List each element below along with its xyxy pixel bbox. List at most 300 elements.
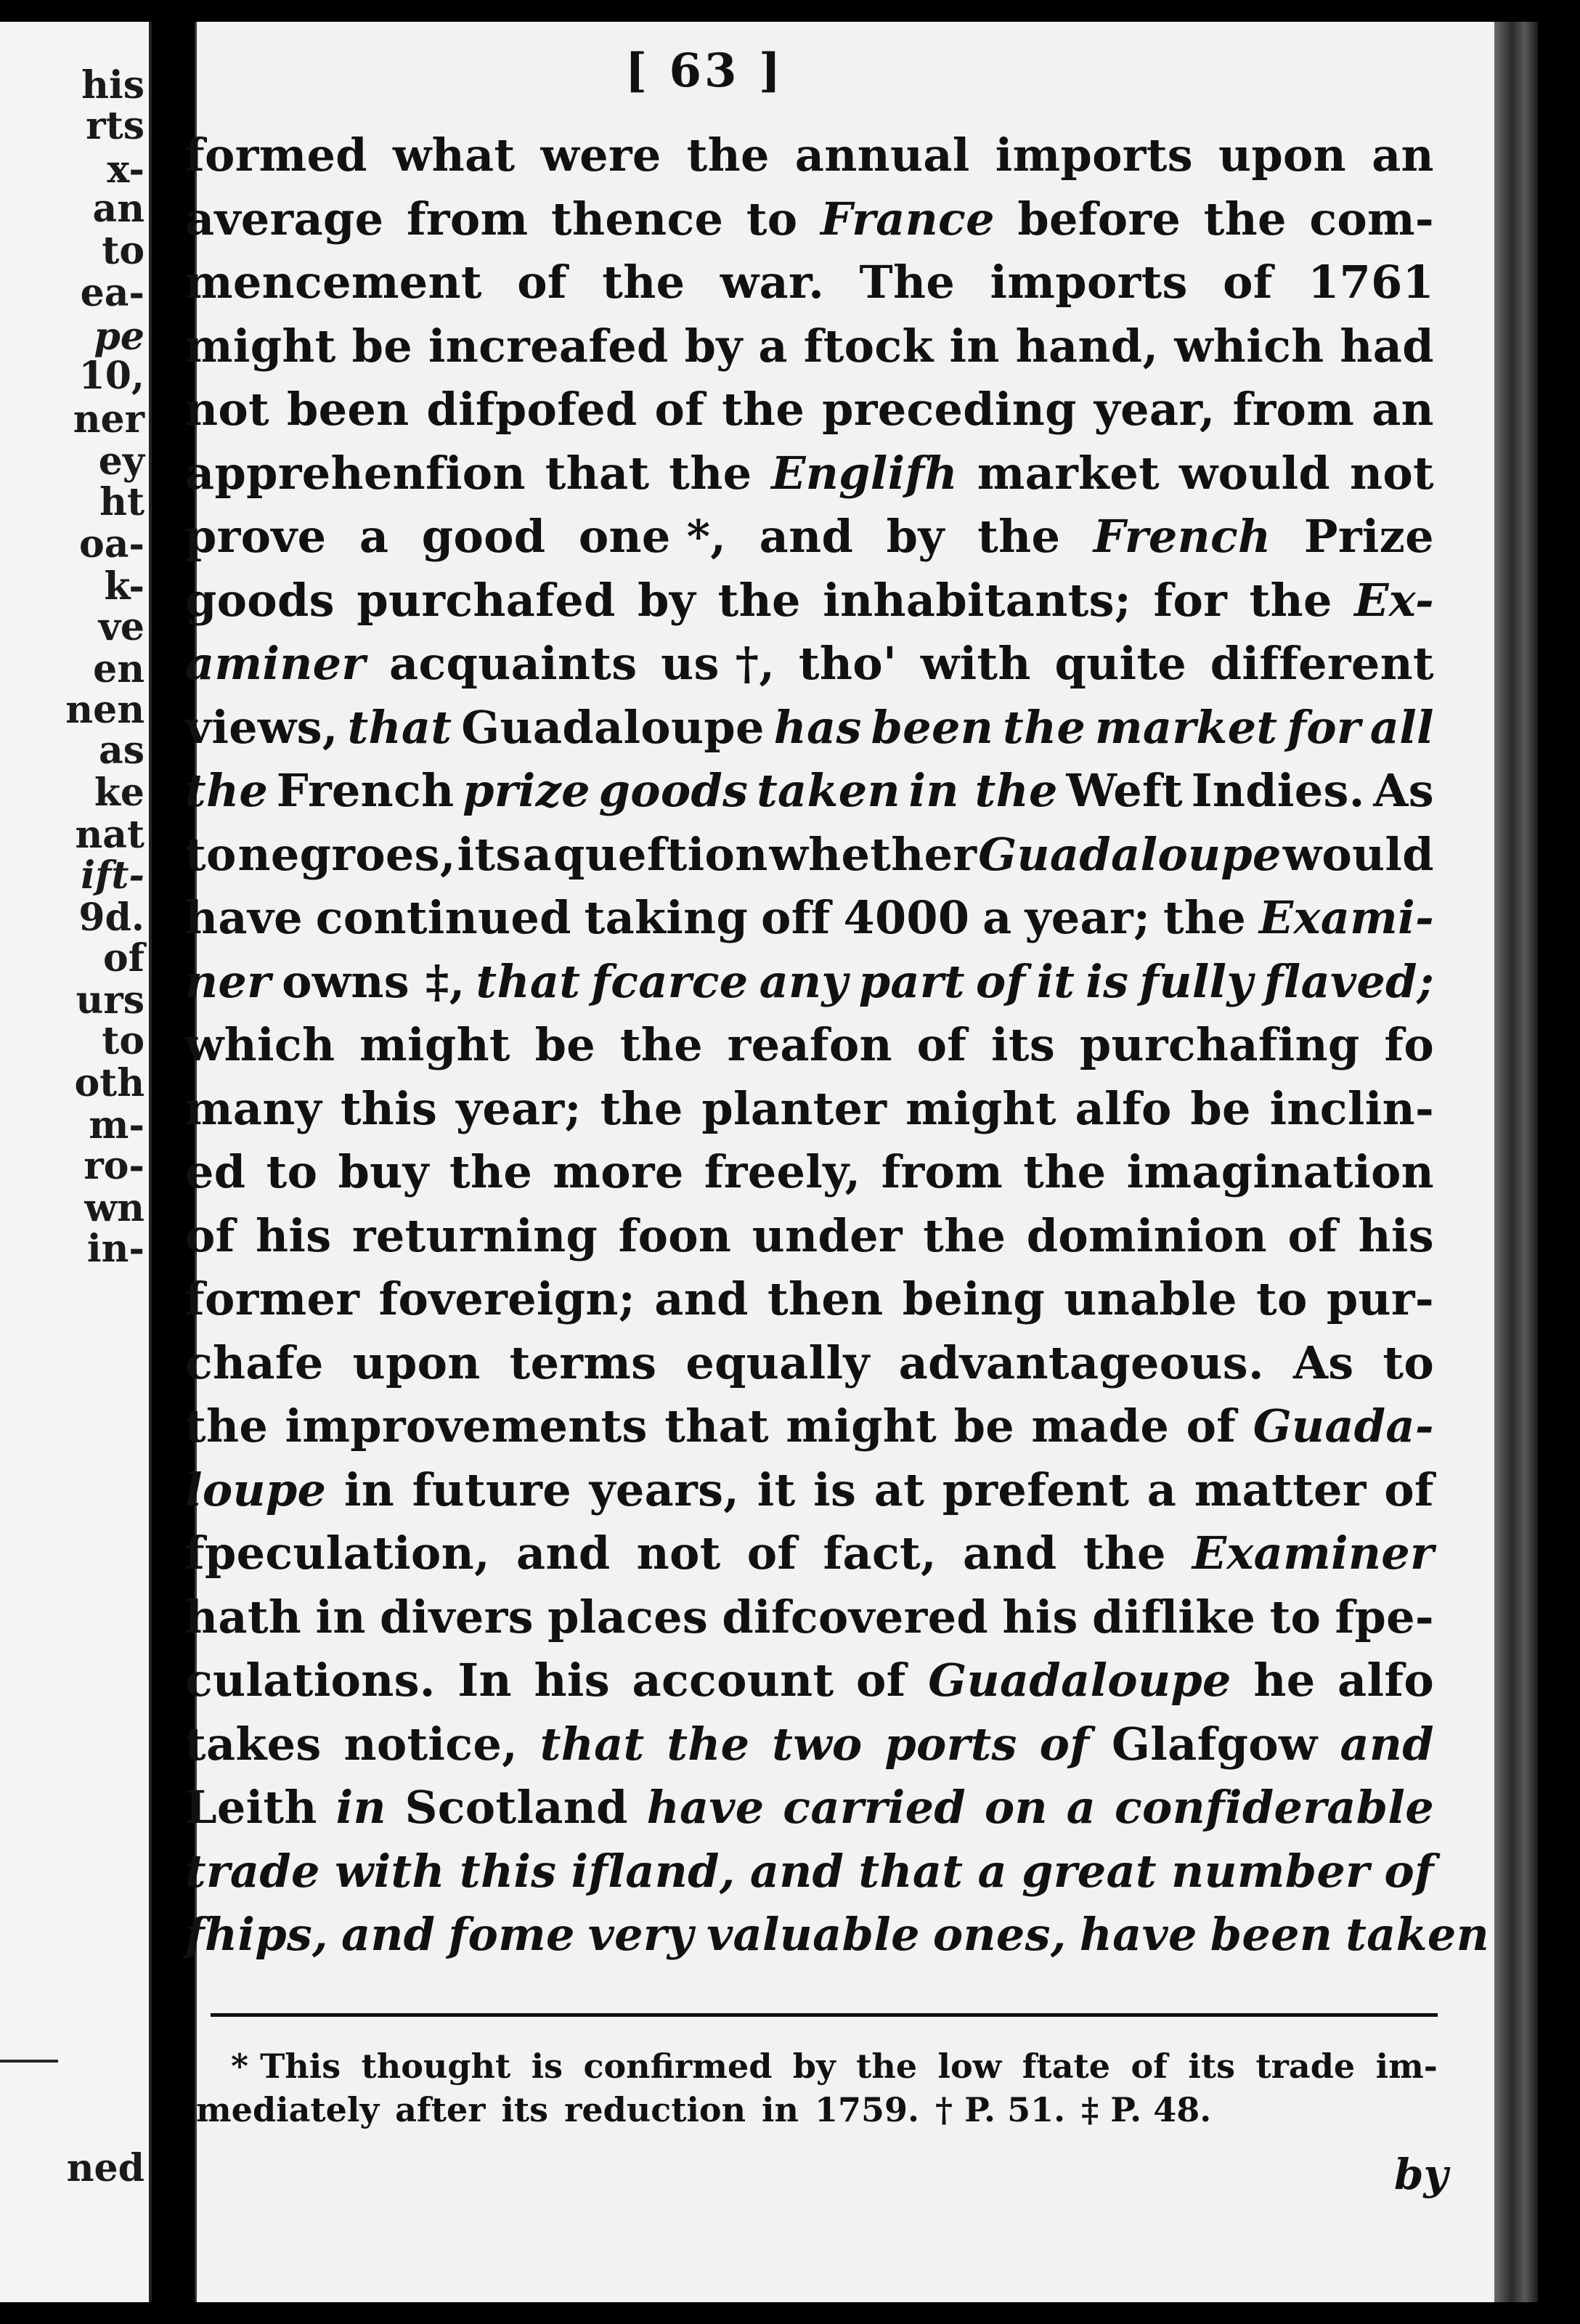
left-page-fragment: 9d. [78, 895, 144, 940]
text-line [185, 1331, 1434, 1395]
word: and [749, 1844, 844, 1898]
footnote-word: thought [361, 2047, 511, 2086]
word: reafon [727, 1018, 892, 1072]
word: average [185, 192, 384, 245]
word: might [359, 1018, 510, 1072]
word: fully [1139, 954, 1253, 1008]
word: pur- [1326, 1272, 1434, 1326]
word: that [664, 1399, 769, 1453]
word: Exami- [1258, 891, 1434, 945]
footnote-word: trade [1255, 2047, 1356, 2086]
word: in [949, 319, 1000, 373]
word: Examiner [1192, 1527, 1434, 1580]
word: a [758, 319, 788, 373]
word: Englifh [771, 446, 958, 500]
word: taken [757, 764, 900, 818]
word: fhips, [185, 1908, 328, 1962]
text-line [185, 1776, 1434, 1840]
left-page-fragment: wn [84, 1186, 144, 1230]
word: Guada- [1253, 1399, 1434, 1453]
text-line [185, 632, 1434, 696]
word: that [347, 700, 452, 754]
word: French [276, 764, 455, 818]
footnote-word: in [762, 2090, 799, 2129]
word: to [746, 192, 798, 245]
word: would [1178, 446, 1331, 500]
text-line [185, 1840, 1434, 1904]
text-line [185, 823, 1434, 887]
left-facing-page [0, 22, 152, 2302]
word: an [1372, 383, 1434, 436]
word: formed [185, 129, 367, 182]
word: of [517, 256, 567, 309]
word: has [773, 700, 862, 754]
word: the [449, 1145, 533, 1199]
word: trade [185, 1844, 320, 1898]
page-number: [ 63 ] [624, 44, 784, 98]
word: whether [769, 827, 977, 881]
footnote-word: of [1131, 2047, 1168, 2086]
word: former [185, 1272, 360, 1326]
word: the [977, 510, 1061, 564]
word: ed [185, 1145, 246, 1199]
word: by [684, 319, 743, 373]
word: his [256, 1208, 332, 1262]
word: at [874, 1463, 925, 1516]
word: culations. [185, 1654, 436, 1707]
word: upon [352, 1336, 481, 1389]
word: prefent [942, 1463, 1130, 1516]
word: chafe [185, 1336, 324, 1389]
word: that [858, 1844, 964, 1898]
word: in [315, 1590, 366, 1644]
word: a [1147, 1463, 1177, 1516]
text-line [185, 886, 1434, 950]
word: Glafgow [1112, 1717, 1318, 1771]
left-page-fragment: his [81, 63, 144, 107]
word: of [975, 954, 1026, 1008]
text-line [185, 1458, 1434, 1522]
footnote-word: after [395, 2090, 486, 2129]
word: it [757, 1463, 796, 1516]
word: the [619, 1018, 703, 1072]
word: have [1079, 1908, 1197, 1962]
word: this [340, 1081, 438, 1135]
left-page-fragment: urs [76, 978, 144, 1023]
word: difcovered [722, 1590, 989, 1644]
word: of [1223, 256, 1273, 309]
word: it [1036, 954, 1075, 1008]
text-line [185, 696, 1434, 760]
left-page-fragment: nen [65, 688, 144, 732]
word: mencement [185, 256, 482, 309]
left-page-fragment: en [93, 647, 144, 691]
word: his [1002, 1590, 1078, 1644]
left-page-fragment: to [102, 229, 144, 273]
word: Scotland [404, 1781, 628, 1835]
word: confiderable [1114, 1781, 1434, 1835]
word: unable [1064, 1272, 1237, 1326]
left-page-fragment: ro- [84, 1144, 144, 1188]
word: fact, [823, 1527, 937, 1580]
word: of [654, 383, 705, 436]
word: been [1210, 1908, 1333, 1962]
footnote-word: mediately [196, 2090, 380, 2129]
left-page-fragment: k- [104, 564, 144, 609]
text-line [185, 569, 1434, 633]
word: he [1253, 1654, 1316, 1707]
word: divers [380, 1590, 534, 1644]
word: have [185, 891, 303, 945]
word: purchafed [357, 573, 616, 627]
word: from [406, 192, 529, 245]
word: account [632, 1654, 834, 1707]
text-line [185, 378, 1434, 442]
page-edge [1494, 22, 1538, 2302]
word: imagination [1126, 1145, 1434, 1199]
word: loupe [185, 1463, 327, 1516]
word: fome [448, 1908, 575, 1962]
word: with [920, 637, 1031, 691]
word: different [1210, 637, 1434, 691]
word: flaved; [1263, 954, 1434, 1008]
left-page-fragment: to [102, 1019, 144, 1063]
word: quite [1054, 637, 1187, 691]
word: Leith [185, 1781, 317, 1835]
word: from [881, 1145, 1003, 1199]
word: year; [456, 1081, 582, 1135]
word: the [185, 1399, 269, 1453]
text-line [185, 1077, 1434, 1141]
word: for [1153, 573, 1228, 627]
word: fcarce [591, 954, 749, 1008]
text-line [185, 1903, 1490, 1967]
word: the [667, 1717, 750, 1771]
word: any [759, 954, 848, 1008]
word: ports [884, 1717, 1017, 1771]
footnote-word: ‡ P. 48. [1081, 2090, 1212, 2129]
word: future [412, 1463, 572, 1516]
word: of [856, 1654, 906, 1707]
word: negroes, [237, 827, 456, 881]
text-line [185, 187, 1434, 251]
word: of [1384, 1463, 1434, 1516]
word: market [1095, 700, 1278, 754]
word: dominion [1026, 1208, 1268, 1262]
left-page-rule [0, 2060, 58, 2063]
word: alfo [1075, 1081, 1172, 1135]
word: the [717, 573, 801, 627]
word: In [457, 1654, 512, 1707]
word: matter [1194, 1463, 1367, 1516]
word: foon [618, 1208, 732, 1262]
word: not [1349, 446, 1434, 500]
word: queftion [553, 827, 768, 881]
text-line [185, 442, 1434, 505]
word: inhabitants; [823, 573, 1131, 627]
left-page-fragment: oth [74, 1061, 144, 1105]
word: the [1023, 1145, 1107, 1199]
word: valuable [706, 1908, 920, 1962]
word: fpe- [1335, 1590, 1434, 1644]
word: improvements [285, 1399, 648, 1453]
word: thence [551, 192, 724, 245]
word: is [1086, 954, 1129, 1008]
word: by [638, 573, 696, 627]
word: planter [701, 1081, 887, 1135]
word: in the [908, 764, 1058, 818]
word: equally [685, 1336, 870, 1389]
word: upon [1218, 129, 1347, 182]
word: off [761, 891, 831, 945]
word: from [1232, 383, 1355, 436]
footnote-rule [211, 2013, 1438, 2017]
word: is [813, 1463, 857, 1516]
word: on [984, 1781, 1048, 1835]
word: taken [1345, 1908, 1490, 1962]
word: year; [1025, 891, 1151, 945]
word: us †, [661, 637, 775, 691]
word: to [1269, 1590, 1322, 1644]
word: carried [783, 1781, 966, 1835]
word: difpofed [426, 383, 638, 436]
left-page-fragment: ner [73, 397, 144, 442]
word: his [534, 1654, 610, 1707]
word: taking [584, 891, 749, 945]
word: of [1287, 1208, 1338, 1262]
word: a [982, 891, 1012, 945]
word: year, [1094, 383, 1215, 436]
left-page-fragment: x- [107, 147, 144, 192]
word: that [545, 446, 650, 500]
word: Guadaloupe [928, 1654, 1231, 1707]
word: Indies. [1191, 764, 1365, 818]
body-text [185, 123, 1490, 1967]
word: an [1372, 129, 1434, 182]
word: annual [794, 129, 970, 182]
word: were [540, 129, 661, 182]
word: all [1369, 700, 1434, 754]
word: the [1203, 192, 1287, 245]
text-line [185, 251, 1434, 314]
left-page-fragment: ned [66, 2146, 144, 2190]
word: the [1003, 700, 1086, 754]
word: to [185, 827, 237, 881]
word: for [1287, 700, 1361, 754]
footnote-word: the [856, 2047, 918, 2086]
word: tho' [798, 637, 897, 691]
word: the [1162, 891, 1247, 945]
word: a [359, 510, 389, 564]
left-page-fragment: ht [99, 480, 144, 524]
text-line [185, 1394, 1434, 1458]
word: France [820, 192, 995, 245]
word: the [1249, 573, 1332, 627]
word: the [686, 129, 770, 182]
word: that [539, 1717, 645, 1771]
word: be [1190, 1081, 1251, 1135]
word: ones, [932, 1908, 1067, 1962]
footnote-word: reduction [564, 2090, 746, 2129]
word: very [587, 1908, 694, 1962]
word: been [286, 383, 410, 436]
word: purchafing [1079, 1018, 1360, 1072]
word: be [953, 1399, 1014, 1453]
word: the [1083, 1527, 1166, 1580]
word: the [669, 446, 752, 500]
word: two [772, 1717, 863, 1771]
word: war. [720, 256, 825, 309]
word: The [859, 256, 956, 309]
word: that [476, 954, 581, 1008]
word: be [534, 1018, 596, 1072]
left-page-fragment: an [92, 187, 144, 231]
word: made [1031, 1399, 1170, 1453]
footnote-line [196, 2044, 1438, 2088]
footnote-line [196, 2088, 1438, 2132]
text-line [185, 1140, 1434, 1204]
word: with [334, 1844, 445, 1898]
word: imports [990, 256, 1188, 309]
word: and [516, 1527, 611, 1580]
word: takes [185, 1717, 322, 1771]
word: goods [598, 764, 749, 818]
left-page-fragment: m- [89, 1103, 144, 1147]
word: its [457, 827, 521, 881]
word: prove [185, 510, 327, 564]
word: to [1256, 1272, 1308, 1326]
footnote-word: confirmed [583, 2047, 773, 2086]
word: to [266, 1145, 318, 1199]
word: ifland, [571, 1844, 736, 1898]
word: preceding [822, 383, 1077, 436]
word: com- [1309, 192, 1434, 245]
word: part [858, 954, 965, 1008]
word: As [1373, 764, 1434, 818]
left-page-fragment: ift- [81, 853, 144, 898]
left-page-fragment: rts [86, 104, 144, 148]
word: might [905, 1081, 1056, 1135]
word: Guadaloupe [978, 827, 1282, 881]
word: notice, [343, 1717, 518, 1771]
footnote-word: im- [1375, 2047, 1438, 2086]
left-page-fragment: of [102, 936, 144, 980]
word: acquaints [389, 637, 638, 691]
word: in [343, 1463, 395, 1516]
word: of [185, 1208, 235, 1262]
word: the [600, 1081, 683, 1135]
word: its [991, 1018, 1056, 1072]
word: great [1022, 1844, 1157, 1898]
word: prize [463, 764, 590, 818]
word: would [1282, 827, 1434, 881]
left-page-fragment: pe [94, 314, 144, 359]
word: 4000 [843, 891, 970, 945]
word: his [1358, 1208, 1434, 1262]
footnote-word: ftate [1022, 2047, 1111, 2086]
word: hand, [1015, 319, 1159, 373]
word: been [871, 700, 994, 754]
footnote-word: low [937, 2047, 1002, 2086]
word: being [902, 1272, 1046, 1326]
text-line [185, 1649, 1434, 1712]
word: and [759, 510, 854, 564]
footnote-word: by [792, 2047, 836, 2086]
word: not [185, 383, 269, 436]
word: Guadaloupe [461, 700, 765, 754]
word: of [1186, 1399, 1237, 1453]
word: As [1292, 1336, 1354, 1389]
word: Ex- [1354, 573, 1434, 627]
word: apprehenfion [185, 446, 526, 500]
word: owns ‡, [282, 954, 465, 1008]
word: of [1039, 1717, 1090, 1771]
word: to [1382, 1336, 1434, 1389]
word: then [767, 1272, 884, 1326]
word: continued [315, 891, 571, 945]
word: many [185, 1081, 322, 1135]
catchword: by [1394, 2150, 1449, 2199]
word: freely, [704, 1145, 861, 1199]
word: the [185, 764, 269, 818]
word: might [786, 1399, 937, 1453]
word: hath [185, 1590, 302, 1644]
word: inclin- [1269, 1081, 1434, 1135]
word: fpeculation, [185, 1527, 490, 1580]
word: the [923, 1208, 1006, 1262]
word: and [963, 1527, 1057, 1580]
text-line [185, 1521, 1434, 1585]
text-line [185, 505, 1434, 569]
footnote-word: † P. 51. [935, 2090, 1066, 2129]
word: before [1017, 192, 1181, 245]
left-page-fragment: oa- [79, 522, 144, 566]
text-line [185, 314, 1434, 378]
word: of [746, 1527, 797, 1580]
word: the [722, 383, 805, 436]
word: what [392, 129, 516, 182]
word: Prize [1303, 510, 1434, 564]
word: and [1340, 1717, 1434, 1771]
text-line [185, 1585, 1434, 1649]
word: goods [185, 573, 335, 627]
footnotes [196, 2044, 1438, 2132]
left-page-fragment: ke [94, 771, 144, 815]
word: imports [995, 129, 1193, 182]
word: market [977, 446, 1160, 500]
word: a [977, 1844, 1007, 1898]
word: more [553, 1145, 684, 1199]
text-line [185, 1712, 1434, 1776]
text-line [185, 759, 1434, 823]
word: number [1171, 1844, 1370, 1898]
word: French [1093, 510, 1271, 564]
word: views, [185, 700, 338, 754]
word: one *, [578, 510, 727, 564]
word: of [916, 1018, 967, 1072]
word: fo [1384, 1018, 1434, 1072]
footnote-word: is [531, 2047, 563, 2086]
word: Weft [1066, 764, 1183, 818]
left-page-fragment: 10, [78, 354, 144, 398]
text-line [185, 950, 1434, 1014]
footnote-word: * This [231, 2047, 341, 2086]
word: years, [589, 1463, 740, 1516]
left-page-fragment: ea- [80, 271, 144, 315]
word: had [1340, 319, 1434, 373]
word: the [602, 256, 685, 309]
footnote-word: its [501, 2090, 549, 2129]
